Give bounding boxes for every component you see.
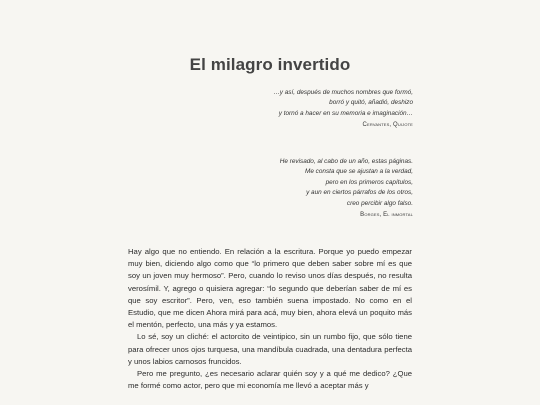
epigraph-source: Borges, El inmortal xyxy=(360,212,413,219)
epigraph-line: y aun en ciertos párrafos de los otros, xyxy=(306,189,413,197)
epigraph-cervantes xyxy=(153,88,413,131)
chapter-title: El milagro invertido xyxy=(189,55,351,75)
body-text xyxy=(128,246,412,392)
epigraph-line: y tornó a hacer en su memoria e imaginación… xyxy=(278,109,413,117)
epigraph-borges xyxy=(153,157,413,220)
paragraph: Pero me pregunto, ¿es necesario aclarar quién soy y a qué me dedico? ¿Que me formé como actor, pero que mi economía me llevó a aceptar más y xyxy=(128,369,412,391)
epigraph-line: pero en los primeros capítulos, xyxy=(325,178,413,186)
epigraph-line: …y así, después de muchos nombres que formó, xyxy=(273,89,413,96)
epigraph-source: Cervantes, Quijote xyxy=(362,122,413,129)
epigraph-line: borró y quitó, añadió, deshizo xyxy=(329,99,413,107)
epigraph-line: creo percibir algo falso. xyxy=(346,199,413,207)
paragraph: Lo sé, soy un cliché: el actorcito de veintipico, sin un rumbo fijo, que sólo tiene para ofrecer unos ojos turquesa, una mandíbula cuadrada, una dentadura perfecta y unos labios carnosos fruncidos. xyxy=(128,332,412,366)
epigraph-line: He revisado, al cabo de un año, estas páginas. xyxy=(279,158,413,165)
epigraph-line: Me consta que se ajustan a la verdad, xyxy=(305,168,413,176)
paragraph: Hay algo que no entiendo. En relación a la escritura. Porque yo puedo empezar muy bien, diciendo algo como que “lo primero que deben saber sobre mí es que soy un joven muy hermoso”. Pero, cuando lo reviso unos días después, no resulta verosímil. Y, agrego o quisiera agregar: “lo segundo que deberían saber de mí es que soy escritor”. Pero, ven, eso también suena impostado. No como en el Estudio, que me dicen Ahora mirá para acá, muy bien, ahora elevá un poquito más el mentón, perfecto, una más y ya estamos. xyxy=(128,247,412,330)
